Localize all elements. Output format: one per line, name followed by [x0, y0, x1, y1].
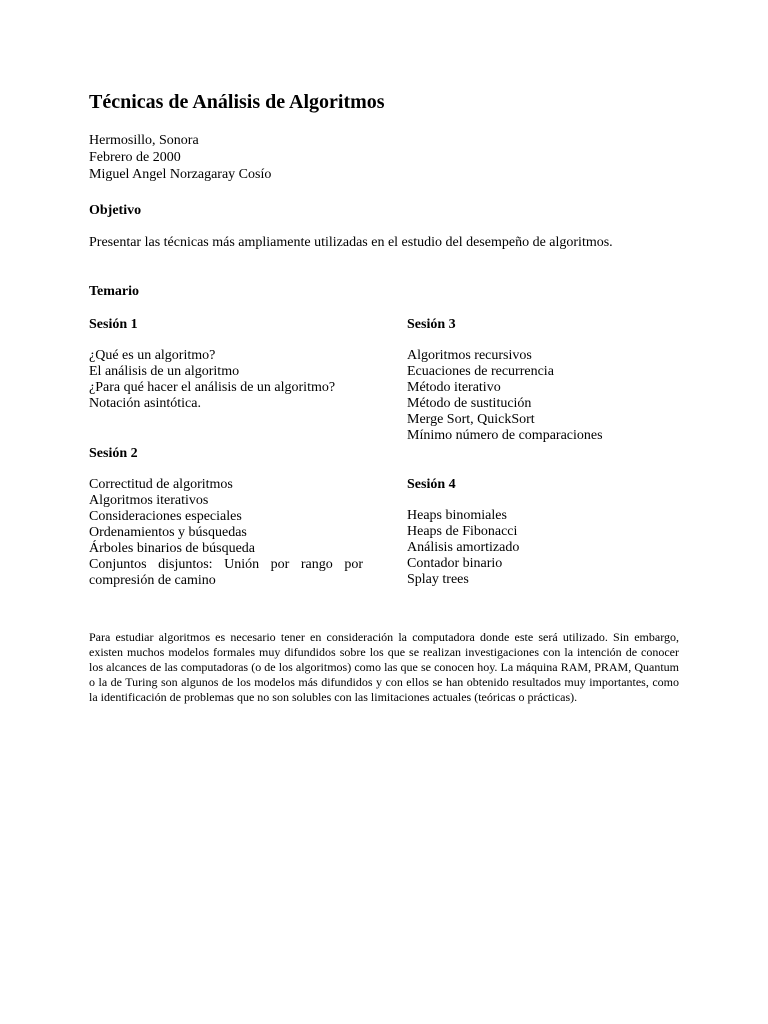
session-3-title: Sesión 3 [407, 317, 456, 332]
list-item: Contador binario [407, 556, 503, 571]
list-item: Heaps binomiales [407, 508, 507, 523]
list-item: Ordenamientos y búsquedas [89, 525, 247, 540]
list-item: ¿Para qué hacer el análisis de un algoritmo? [89, 380, 336, 395]
list-item: Notación asintótica. [89, 396, 201, 411]
session-3 [407, 316, 679, 444]
document-meta [89, 132, 271, 183]
location-line: Hermosillo, Sonora [89, 133, 199, 148]
objective-text: Presentar las técnicas más ampliamente utilizadas en el estudio del desempeño de algoritmos. [89, 235, 613, 250]
list-item: Ecuaciones de recurrencia [407, 364, 554, 379]
objective-heading: Objetivo [89, 203, 142, 218]
list-item: Análisis amortizado [407, 540, 520, 555]
list-item: Consideraciones especiales [89, 509, 242, 524]
session-2 [89, 445, 363, 589]
document-title: Técnicas de Análisis de Algoritmos [89, 91, 385, 113]
session-4-topics [407, 508, 679, 588]
list-item: Algoritmos iterativos [89, 493, 209, 508]
session-2-title: Sesión 2 [89, 446, 138, 461]
session-1-topics [89, 348, 363, 412]
session-1-title: Sesión 1 [89, 317, 138, 332]
list-item: Merge Sort, QuickSort [407, 412, 535, 427]
session-2-topics [89, 477, 363, 589]
session-4 [407, 476, 679, 588]
list-item: Conjuntos disjuntos: Unión por rango por compresión de camino [89, 557, 363, 588]
session-4-title: Sesión 4 [407, 477, 456, 492]
list-item: Método de sustitución [407, 396, 532, 411]
list-item: Correctitud de algoritmos [89, 477, 233, 492]
date-line: Febrero de 2000 [89, 150, 181, 165]
session-1 [89, 316, 363, 412]
list-item: Árboles binarios de búsqueda [89, 541, 256, 556]
list-item: El análisis de un algoritmo [89, 364, 240, 379]
models-paragraph: Para estudiar algoritmos es necesario tener en consideración la computadora donde este será utilizado. Sin embargo, existen muchos modelos formales muy difundidos sobre los que se realizan investigaciones con la intención de conocer los alcances de las computadoras (o de los algoritmos) como las que se conocen hoy. La máquina RAM, PRAM, Quantum o la de Turing son algunos de los modelos más difundidos y con ellos se han obtenido resultados muy importantes, como la identificación de problemas que no son solubles con las limitaciones actuales (teóricas o prácticas). [89, 630, 679, 704]
list-item: Splay trees [407, 572, 469, 587]
list-item: Algoritmos recursivos [407, 348, 532, 363]
list-item: Método iterativo [407, 380, 501, 395]
list-item: Heaps de Fibonacci [407, 524, 518, 539]
list-item: ¿Qué es un algoritmo? [89, 348, 216, 363]
author-line: Miguel Angel Norzagaray Cosío [89, 167, 272, 182]
session-3-topics [407, 348, 679, 444]
syllabus-heading: Temario [89, 284, 140, 299]
list-item: Mínimo número de comparaciones [407, 428, 603, 443]
